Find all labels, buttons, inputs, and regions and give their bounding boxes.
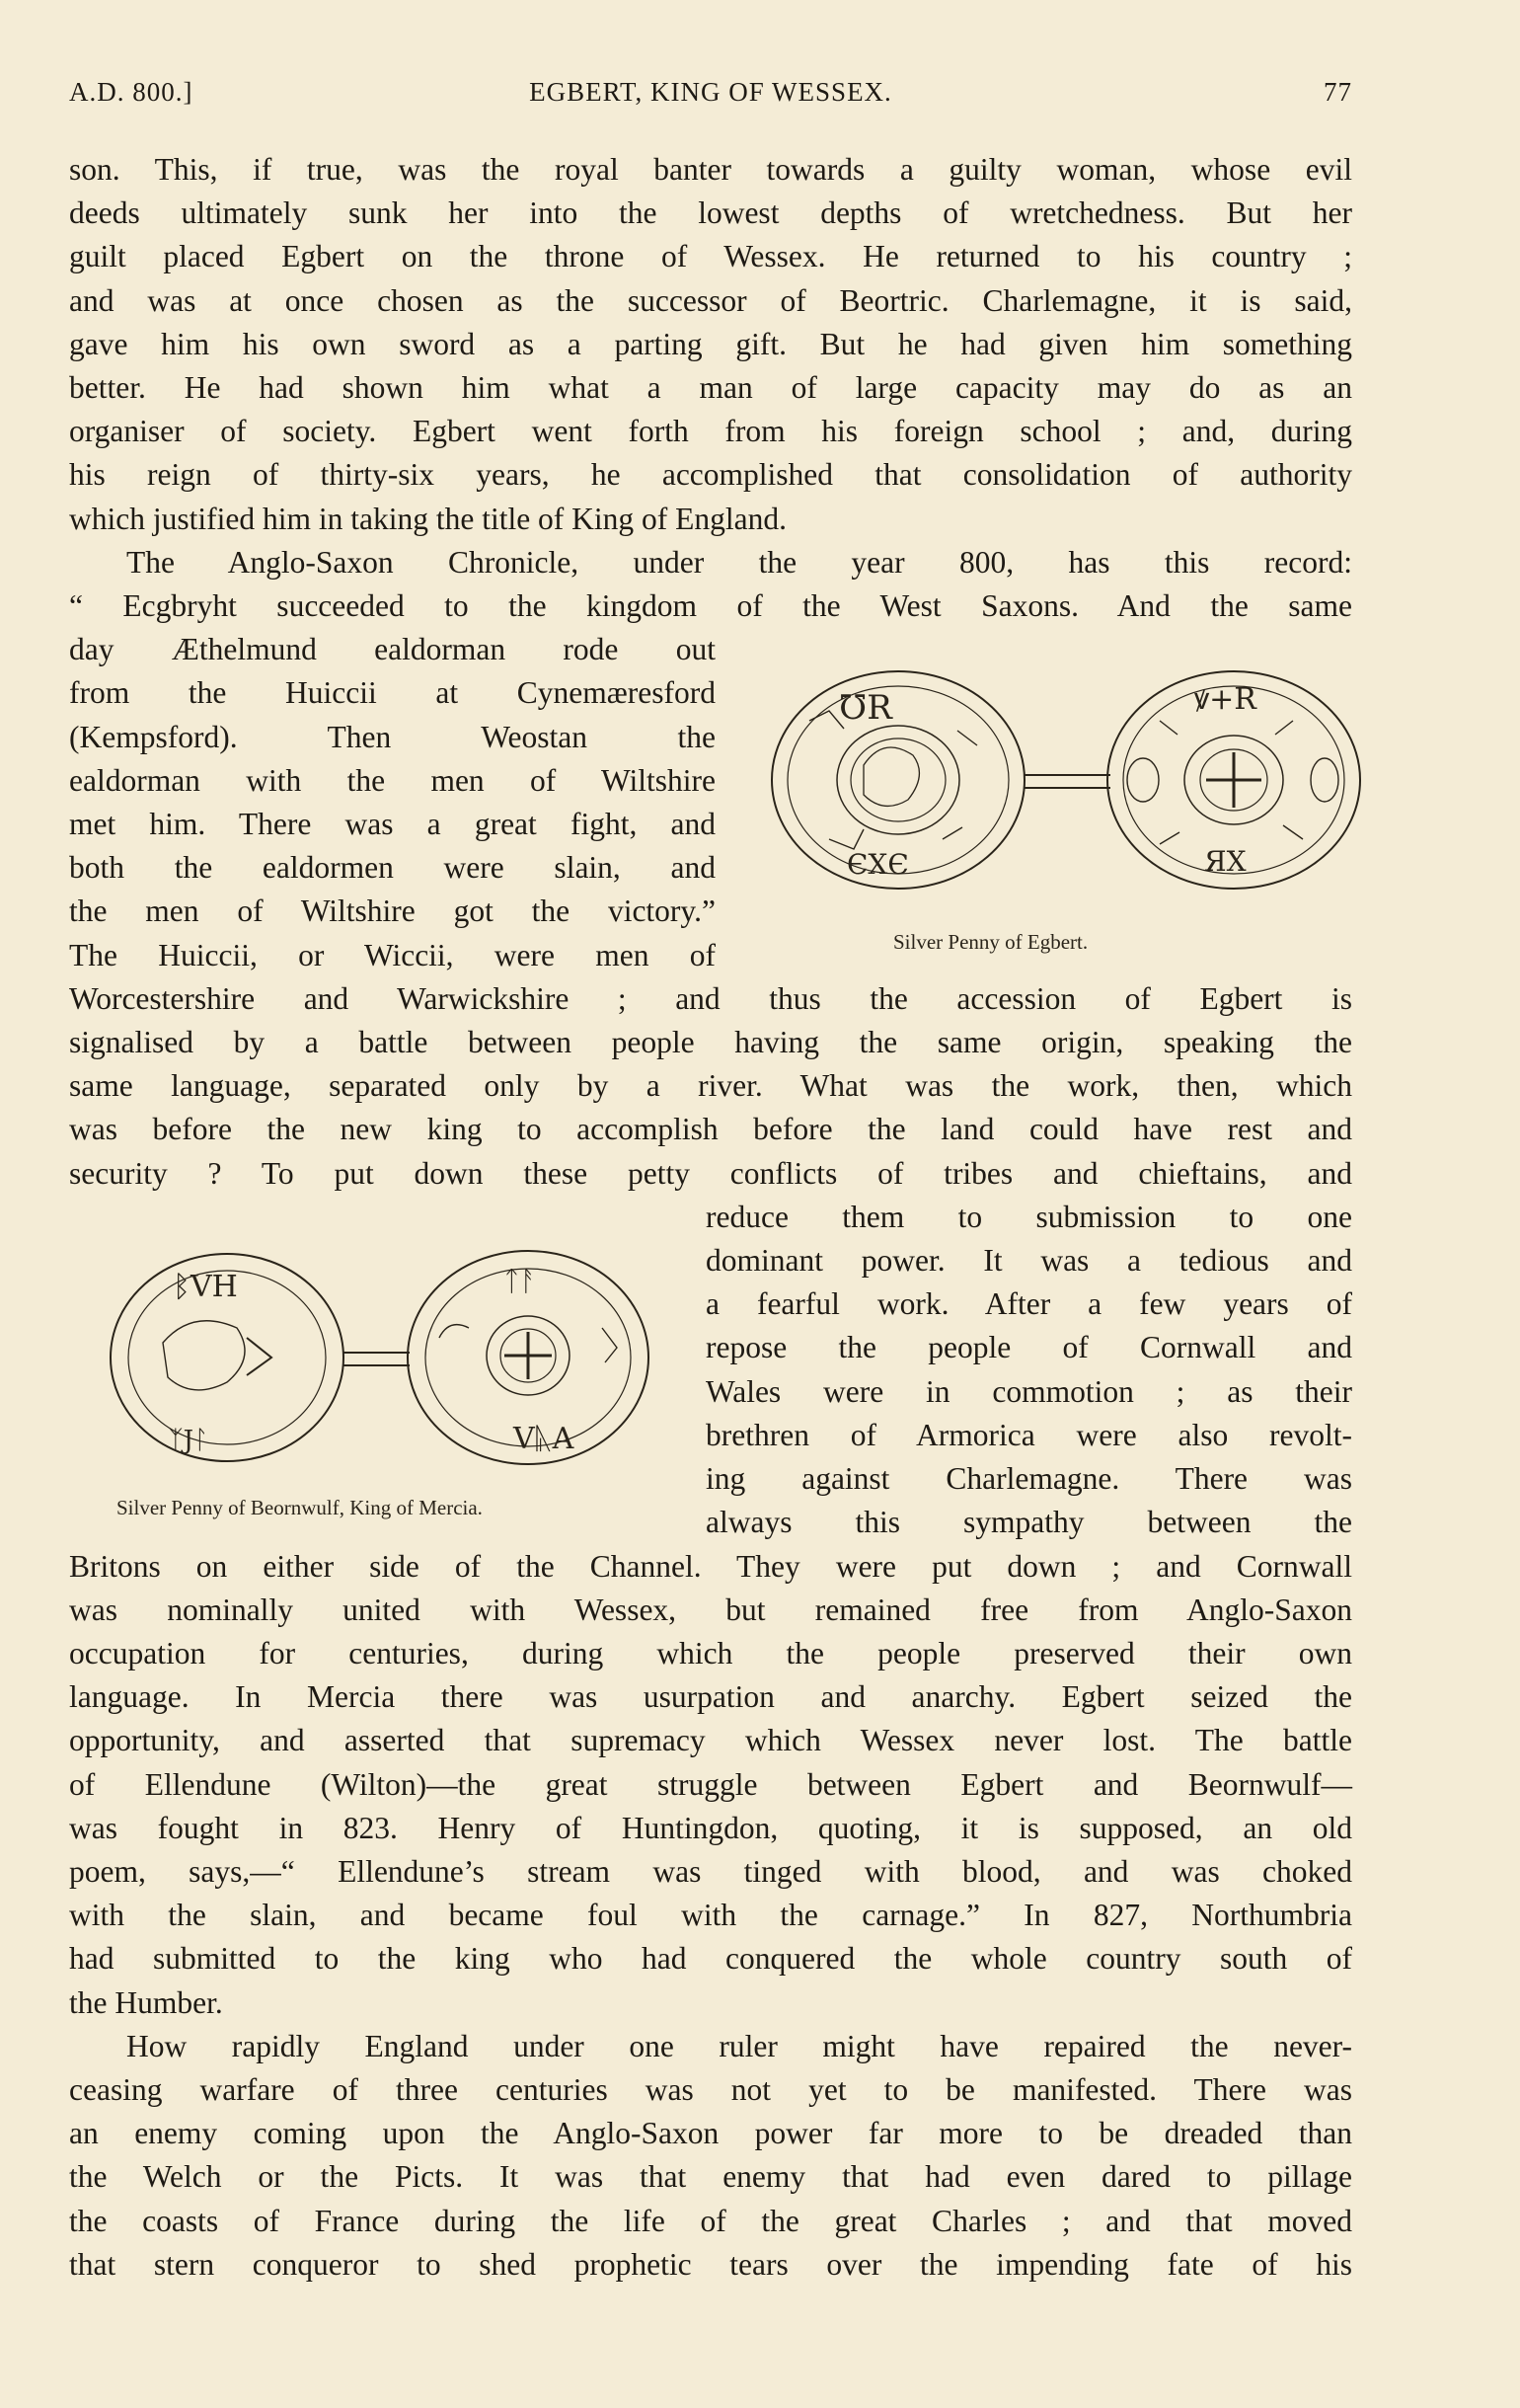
running-header: [69, 77, 1352, 117]
text-line: that stern conqueror to shed prophetic tears over the impending fate of his: [69, 2246, 1352, 2282]
text-line: organiser of society. Egbert went forth from his foreign school ; and, during: [69, 414, 1352, 449]
text-line: language. In Mercia there was usurpation and anarchy. Egbert seized the: [69, 1679, 1352, 1715]
text-line: “ Ecgbryht succeeded to the kingdom of the West Saxons. And the same: [69, 588, 1352, 624]
text-line: was nominally united with Wessex, but remained free from Anglo-Saxon: [69, 1592, 1352, 1627]
text-line: signalised by a battle between people having the same origin, speaking the: [69, 1025, 1352, 1060]
text-line: poem, says,—“ Ellendune’s stream was tinged with blood, and was choked: [69, 1853, 1352, 1889]
text-line: occupation for centuries, during which the people preserved their own: [69, 1635, 1352, 1670]
text-line: an enemy coming upon the Anglo-Saxon power far more to be dreaded than: [69, 2116, 1352, 2151]
svg-text:VᚣA: VᚣA: [513, 1422, 574, 1456]
svg-text:ᛉJᛚ: ᛉJᛚ: [168, 1426, 209, 1455]
text-line: reduce them to submission to one: [706, 1199, 1352, 1234]
text-line: better. He had shown him what a man of large capacity may do as an: [69, 370, 1352, 406]
text-line: had submitted to the king who had conquered the whole country south of: [69, 1941, 1352, 1977]
text-line: security ? To put down these petty conflicts of tribes and chieftains, and: [69, 1155, 1352, 1191]
text-line: The Anglo-Saxon Chronicle, under the year 800, has this record:: [126, 544, 1352, 580]
beornwulf-coin-illustration: [109, 1229, 661, 1491]
text-line: Worcestershire and Warwickshire ; and thus the accession of Egbert is: [69, 980, 1352, 1016]
text-line: met him. There was a great fight, and: [69, 807, 716, 842]
text-line: from the Huiccii at Cynemæresford: [69, 675, 716, 711]
body-text: [69, 148, 1352, 2287]
text-line: his reign of thirty-six years, he accomplished that consolidation of authority: [69, 457, 1352, 493]
header-date: A.D. 800.]: [69, 77, 193, 107]
text-line: which justified him in taking the title of King of England.: [69, 501, 788, 536]
text-line: the Humber.: [69, 1984, 223, 2020]
text-line: deeds ultimately sunk her into the lowest depths of wretchedness. But her: [69, 195, 1352, 231]
text-line: (Kempsford). Then Weostan the: [69, 719, 716, 754]
text-line: son. This, if true, was the royal banter towards a guilty woman, whose evil: [69, 152, 1352, 187]
svg-text:ЯX: ЯX: [1204, 845, 1247, 878]
svg-text:ᛏᚨ: ᛏᚨ: [503, 1265, 537, 1297]
text-line: dominant power. It was a tedious and: [706, 1243, 1352, 1279]
beornwulf-coin-caption: Silver Penny of Beornwulf, King of Mercia.: [116, 1496, 483, 1519]
egbert-coin-caption: Silver Penny of Egbert.: [893, 930, 1089, 954]
text-line: the Welch or the Picts. It was that enemy that had even dared to pillage: [69, 2159, 1352, 2195]
text-line: same language, separated only by a river. What was the work, then, which: [69, 1068, 1352, 1104]
text-line: opportunity, and asserted that supremacy which Wessex never lost. The battle: [69, 1723, 1352, 1758]
text-line: and was at once chosen as the successor of Beortric. Charlemagne, it is said,: [69, 282, 1352, 318]
svg-text:℧R: ℧R: [839, 688, 892, 728]
text-line: always this sympathy between the: [706, 1505, 1352, 1540]
text-line: was fought in 823. Henry of Huntingdon, quoting, it is supposed, an old: [69, 1810, 1352, 1845]
text-line: with the slain, and became foul with the carnage.” In 827, Northumbria: [69, 1898, 1352, 1933]
page-number: 77: [1324, 77, 1352, 107]
text-line: both the ealdormen were slain, and: [69, 850, 716, 886]
text-line: Britons on either side of the Channel. They were put down ; and Cornwall: [69, 1548, 1352, 1584]
svg-text:ЄXЄ: ЄXЄ: [847, 848, 909, 881]
text-line: ing against Charlemagne. There was: [706, 1461, 1352, 1497]
text-line: ceasing warfare of three centuries was not yet to be manifested. There was: [69, 2071, 1352, 2107]
text-line: day Æthelmund ealdorman rode out: [69, 632, 716, 667]
text-line: The Huiccii, or Wiccii, were men of: [69, 937, 716, 972]
text-line: repose the people of Cornwall and: [706, 1330, 1352, 1365]
header-title: EGBERT, KING OF WESSEX.: [529, 77, 892, 107]
text-line: the men of Wiltshire got the victory.”: [69, 893, 716, 929]
text-line: of Ellendune (Wilton)—the great struggle between Egbert and Beornwulf—: [69, 1766, 1352, 1802]
svg-text:ꝟ+R: ꝟ+R: [1194, 682, 1256, 717]
svg-text:ᛒVH: ᛒVH: [173, 1270, 238, 1304]
text-line: Wales were in commotion ; as their: [706, 1373, 1352, 1409]
text-line: the coasts of France during the life of the great Charles ; and that moved: [69, 2203, 1352, 2238]
text-line: How rapidly England under one ruler might have repaired the never-: [126, 2028, 1352, 2063]
text-line: gave him his own sword as a parting gift. But he had given him something: [69, 326, 1352, 361]
egbert-coin-illustration: [770, 642, 1362, 928]
text-line: brethren of Armorica were also revolt-: [706, 1417, 1352, 1452]
text-line: a fearful work. After a few years of: [706, 1286, 1352, 1322]
text-line: ealdorman with the men of Wiltshire: [69, 762, 716, 798]
text-line: guilt placed Egbert on the throne of Wessex. He returned to his country ;: [69, 239, 1352, 274]
text-line: was before the new king to accomplish before the land could have rest and: [69, 1112, 1352, 1147]
